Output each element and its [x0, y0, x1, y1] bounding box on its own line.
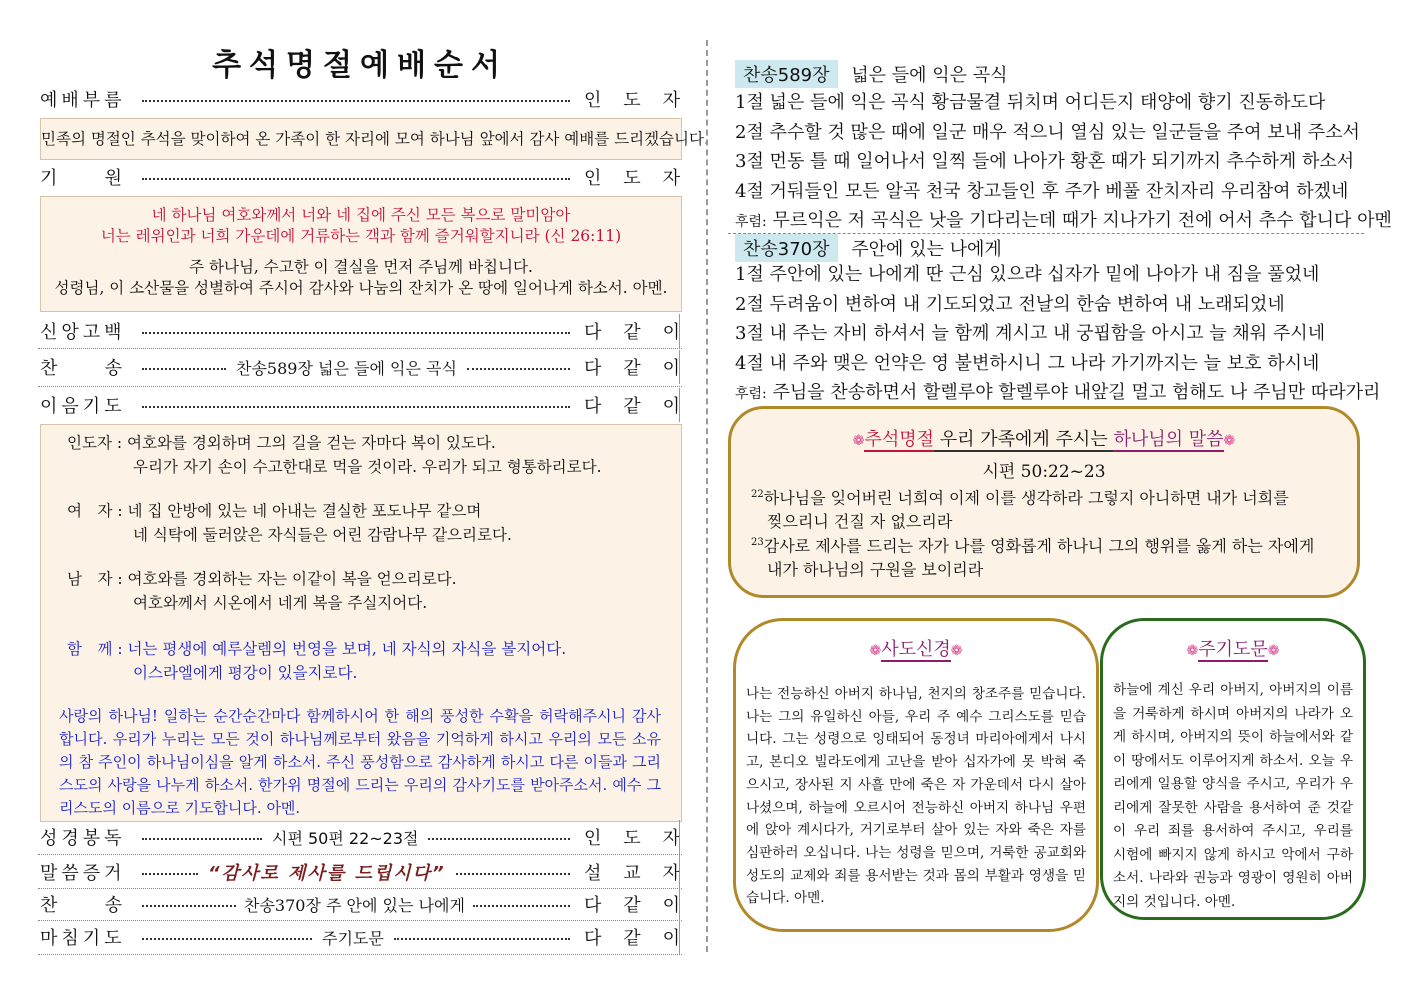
role-char: 다: [584, 396, 602, 417]
page-title: 추석명절예배순서: [212, 48, 508, 83]
role-char: 인: [584, 828, 602, 849]
row-separator: [38, 954, 682, 955]
call-to-worship-text: 민족의 명절인 추석을 맞이하여 온 가족이 한 자리에 모여 하나님 앞에서 감사 예배를 드리겠습니다.: [41, 130, 709, 148]
order-label: [40, 891, 122, 917]
role-char: 자: [662, 863, 680, 884]
dot-leader: [142, 905, 236, 907]
order-row-creed: [40, 314, 680, 348]
dot-leader: [456, 873, 570, 875]
role-char: 다: [584, 358, 602, 379]
hymn1-tag: 찬송589장: [735, 60, 838, 88]
hymn-verse: 2절 두려움이 변하여 내 기도되었고 전날의 한숨 변하여 내 노래되었네: [735, 293, 1285, 315]
order-role: [576, 318, 680, 344]
responsive-leader: [67, 431, 496, 453]
dot-leader: [467, 368, 570, 370]
scripture-reference: 시편 50:22~23: [982, 462, 1106, 482]
invocation-verse-2: 너는 레위인과 너희 가운데에 거류하는 객과 함께 즐거워할지니라 (신 26:11): [100, 227, 622, 245]
hymn-verse: 3절 먼동 틀 때 일어나서 일찍 들에 나아가 황혼 때가 되기까지 추수하게 하소서: [735, 151, 1355, 172]
hymn2-refrain: [735, 378, 1381, 410]
role-char: 같: [623, 396, 641, 417]
heading-part: 추석명절: [864, 429, 935, 450]
dot-leader: [142, 100, 570, 102]
order-role: [576, 354, 680, 380]
refrain-text: 주님을 찬송하면서 할렐루야 할렐루야 내앞길 멀고 험해도 나 주님만 따라가리: [772, 382, 1381, 403]
hymn-verse: 1절 넓은 들에 익은 곡식 황금물결 뒤치며 어디든지 태양에 향기 진동하도다: [735, 92, 1326, 113]
role-char: 자: [662, 828, 680, 849]
order-label: 이음기도: [40, 396, 126, 417]
role-char: 같: [623, 322, 641, 343]
verse-number: 23: [751, 537, 764, 548]
role-char: 이: [662, 358, 680, 379]
invocation-prayer-2: 성령님, 이 소산물을 성별하여 주시어 감사와 나눔의 잔치가 온 땅에 일어나게 하소서. 아멘.: [54, 279, 668, 297]
order-label: 예배부름: [40, 90, 126, 111]
role-char: 이: [662, 396, 680, 417]
verse-number: 22: [751, 489, 764, 500]
label-char: 찬: [40, 895, 58, 916]
verse-23: [751, 531, 1314, 582]
lords-prayer-title: [1103, 635, 1363, 661]
lords-prayer-text: 하늘에 계신 우리 아버지, 아버지의 이름을 거룩하게 하시며 아버지의 나라가 오게 하시며, 아버지의 뜻이 하늘에서와 같이 땅에서도 이루어지게 하소서. 오늘 우리에게 일용할 양식을 주시고, 우리가 우리에게 잘못한 사람을 용서하여 준 것같이 우리 죄를 용서하여 주시고, 우리를 시험에 빠지지 않게 하시고 악에서 구하소서. 나라와 권능과 영광이 영원히 아버지의 것입니다. 아멘.: [1113, 682, 1353, 910]
dot-leader: [142, 873, 198, 875]
order-row-closing: [40, 920, 680, 954]
order-row-hymn: [40, 350, 680, 384]
dot-leader: [142, 838, 262, 840]
creed-text: 나는 전능하신 아버지 하나님, 천지의 창조주를 믿습니다. 나는 그의 유일하신 아들, 우리 주 예수 그리스도를 믿습니다. 그는 성령으로 잉태되어 동정녀 마리아에게서 나시고, 본디오 빌라도에게 고난을 받아 십자가에 못 박혀 죽으시고, 장사된 지 사흘 만에 죽은 자 가운데서 다시 살아나셨으며, 하늘에 오르시어 전능하신 아버지 하나님 우편에 앉아 계시다가, 거기로부터 살아 있는 자와 죽은 자를 심판하러 오십니다. 나는 성령을 믿으며, 거룩한 공교회와 성도의 교제와 죄를 용서받는 것과 몸의 부활과 영생을 믿습니다. 아멘.: [746, 686, 1086, 907]
role-char: 이: [662, 895, 680, 916]
response-line: 이스라엘에게 평강이 있을지로다.: [133, 664, 358, 682]
row-divider: [679, 350, 680, 384]
call-to-worship-box: [40, 118, 709, 160]
order-label: 마침기도: [40, 928, 126, 949]
creed-title: [736, 635, 1096, 661]
response-line: 너는 평생에 예루살렘의 번영을 보며, 네 자식의 자식을 볼지어다.: [127, 640, 567, 658]
closing-prayer-text: 사랑의 하나님! 일하는 순간순간마다 함께하시어 한 해의 풍성한 수확을 허락해주시니 감사합니다. 우리가 누리는 모든 것이 하나님께로부터 왔음을 기억하게 하시고 우리의 모든 소유의 참 주인이 하나님이심을 알게 하소서. 주신 풍성함으로 감사하게 하시고 다른 이들과 그리스도의 사랑을 나누게 하소서. 한가위 명절에 드리는 우리의 감사기도를 받아주소서. 예수 그리스도의 이름으로 기도합니다. 아멘.: [59, 707, 661, 817]
hymn1-header: [735, 60, 1008, 88]
row-separator: [38, 386, 682, 387]
hymn-verse: 4절 내 주와 맺은 언약은 영 불변하시니 그 나라 가기까지는 늘 보호 하시네: [735, 352, 1320, 374]
heading-part: 하나님의 말씀: [1113, 429, 1224, 450]
role-char: 도: [623, 828, 641, 849]
creed-panel: [733, 618, 1099, 932]
hymn-verse: 1절 주안에 있는 나에게 딴 근심 있으랴 십자가 밑에 나아가 내 짐을 풀었네: [735, 264, 1320, 285]
row-separator: [38, 348, 682, 349]
order-role: [576, 824, 680, 850]
order-mid-text: 주기도문: [322, 928, 384, 948]
order-label: [40, 164, 122, 190]
order-role: [576, 891, 680, 917]
sermon-title: “감사로 제사를 드립시다”: [208, 863, 446, 884]
dot-leader: [142, 406, 570, 408]
scripture-panel: [728, 406, 1360, 598]
response-line: 여호와를 경외하며 그의 길을 걷는 자마다 복이 있도다.: [127, 434, 496, 452]
dot-leader: [473, 905, 570, 907]
role-char: 이: [662, 928, 680, 949]
refrain-text: 무르익은 저 곡식은 낫을 기다리는데 때가 지나가기 전에 어서 추수 합니다 아멘: [772, 210, 1392, 231]
creed-title-text: 사도신경: [881, 639, 951, 660]
refrain-label: 후렴:: [735, 214, 767, 230]
row-divider: [679, 855, 680, 889]
response-line: 네 집 안방에 있는 네 아내는 결실한 포도나무 같으며: [127, 502, 482, 520]
order-mid-text: 시편 50편 22~23절: [272, 828, 419, 848]
lords-prayer-panel: [1100, 618, 1366, 920]
response-line: 여호와를 경외하는 자는 이같이 복을 얻으리로다.: [127, 570, 457, 588]
order-row-scripture: [40, 820, 680, 854]
dot-leader: [142, 938, 312, 940]
order-row-invocation: [40, 160, 680, 194]
hymn2-title: 주안에 있는 나에게: [851, 239, 1002, 260]
order-role: [576, 164, 680, 190]
page-fold-divider: [706, 40, 708, 952]
row-divider: [679, 388, 680, 422]
row-divider: [679, 887, 680, 921]
dot-leader: [428, 838, 570, 840]
hymn1-title: 넓은 들에 익은 곡식: [851, 65, 1008, 86]
row-divider: [679, 920, 680, 954]
role-char: 같: [623, 928, 641, 949]
speaker-label: 인도자 :: [67, 434, 123, 452]
response-line: 여호와께서 시온에서 네게 복을 주실지어다.: [133, 594, 428, 612]
role-char: 다: [584, 928, 602, 949]
role-char: 자: [662, 90, 680, 111]
order-label: [40, 354, 122, 380]
order-role: [576, 392, 680, 418]
order-role: [576, 859, 680, 885]
label-char: 송: [104, 895, 122, 916]
response-line: 우리가 자기 손이 수고한대로 먹을 것이라. 우리가 되고 형통하리로다.: [133, 458, 602, 476]
role-char: 같: [623, 358, 641, 379]
response-line: 네 식탁에 둘러앉은 자식들은 어린 감람나무 같으리로다.: [133, 526, 512, 544]
verse-line: 하나님을 잊어버린 너희여 이제 이를 생각하라 그렇지 아니하면 내가 너희를: [763, 488, 1289, 508]
dot-leader: [142, 178, 570, 180]
order-row-sermon: [40, 855, 680, 889]
order-mid-text: 찬송589장 넓은 들에 익은 곡식: [236, 358, 457, 378]
heading-part: 우리 가족에게 주시는: [934, 429, 1114, 450]
responsive-together: [67, 637, 566, 659]
responsive-prayer-box: [40, 424, 682, 822]
label-char: 송: [104, 358, 122, 379]
flower-icon: ❁: [1267, 643, 1280, 659]
lords-prayer-title-text: 주기도문: [1198, 639, 1268, 660]
flower-icon: ❁: [869, 643, 882, 659]
hymn-verse: 4절 거둬들인 모든 알곡 천국 창고들인 후 주가 베풀 잔치자리 우리참여 하겠네: [735, 180, 1349, 202]
hymn-verse: 2절 추수할 것 많은 때에 일군 매우 적으니 열심 있는 일군들을 주여 보내 주소서: [735, 121, 1360, 143]
role-char: 이: [662, 322, 680, 343]
label-char: 원: [104, 168, 122, 189]
role-char: 자: [662, 168, 680, 189]
refrain-label: 후렴:: [735, 386, 767, 402]
hymn2-verses: [735, 260, 1381, 410]
label-char: 기: [40, 168, 58, 189]
role-char: 다: [584, 322, 602, 343]
order-row-call: [40, 82, 680, 116]
role-char: 도: [623, 90, 641, 111]
role-char: 인: [584, 168, 602, 189]
dot-leader: [394, 938, 570, 940]
hymn-verse: 3절 내 주는 자비 하셔서 늘 함께 계시고 내 궁핍함을 아시고 늘 채워 주시네: [735, 323, 1326, 344]
flower-icon: ❁: [1223, 433, 1236, 449]
verse-22: [751, 483, 1289, 534]
row-divider: [679, 820, 680, 854]
speaker-label: 함 께 :: [67, 640, 123, 658]
hymn2-header: [735, 234, 1002, 262]
order-mid-text: 찬송370장 주 안에 있는 나에게: [244, 895, 465, 915]
order-label: 성경봉독: [40, 828, 126, 849]
hymn1-verses: [735, 88, 1392, 238]
speaker-label: 여 자 :: [67, 502, 123, 520]
role-char: 도: [623, 168, 641, 189]
invocation-verse-1: 네 하나님 여호와께서 너와 네 집에 주신 모든 복으로 말미암아: [151, 206, 571, 224]
responsive-men: [67, 567, 457, 589]
order-row-responsive-prayer: [40, 388, 680, 422]
row-divider: [679, 314, 680, 348]
verse-line: 감사로 제사를 드리는 자가 나를 영화롭게 하나니 그의 행위를 옳게 하는 자에게: [763, 536, 1315, 556]
role-char: 같: [623, 895, 641, 916]
verse-line: 찢으리니 건질 자 없으리라: [767, 512, 953, 532]
order-role: [576, 86, 680, 112]
invocation-prayer-1: 주 하나님, 수고한 이 결실을 먼저 주님께 바칩니다.: [189, 258, 533, 276]
order-row-hymn-2: [40, 887, 680, 921]
role-char: 인: [584, 90, 602, 111]
dot-leader: [142, 332, 570, 334]
order-role: [576, 924, 680, 950]
invocation-box: [40, 196, 682, 312]
flower-icon: ❁: [950, 643, 963, 659]
flower-icon: ❁: [1186, 643, 1199, 659]
order-label: 말씀증거: [40, 863, 126, 884]
hymn2-tag: 찬송370장: [735, 234, 838, 262]
role-char: 설: [584, 863, 602, 884]
flower-icon: ❁: [852, 433, 865, 449]
scripture-heading: [731, 425, 1357, 451]
dot-leader: [142, 368, 226, 370]
role-char: 교: [623, 863, 641, 884]
responsive-women: [67, 499, 481, 521]
speaker-label: 남 자 :: [67, 570, 123, 588]
label-char: 찬: [40, 358, 58, 379]
role-char: 다: [584, 895, 602, 916]
verse-line: 내가 하나님의 구원을 보이리라: [767, 560, 984, 580]
order-label: 신앙고백: [40, 322, 126, 343]
